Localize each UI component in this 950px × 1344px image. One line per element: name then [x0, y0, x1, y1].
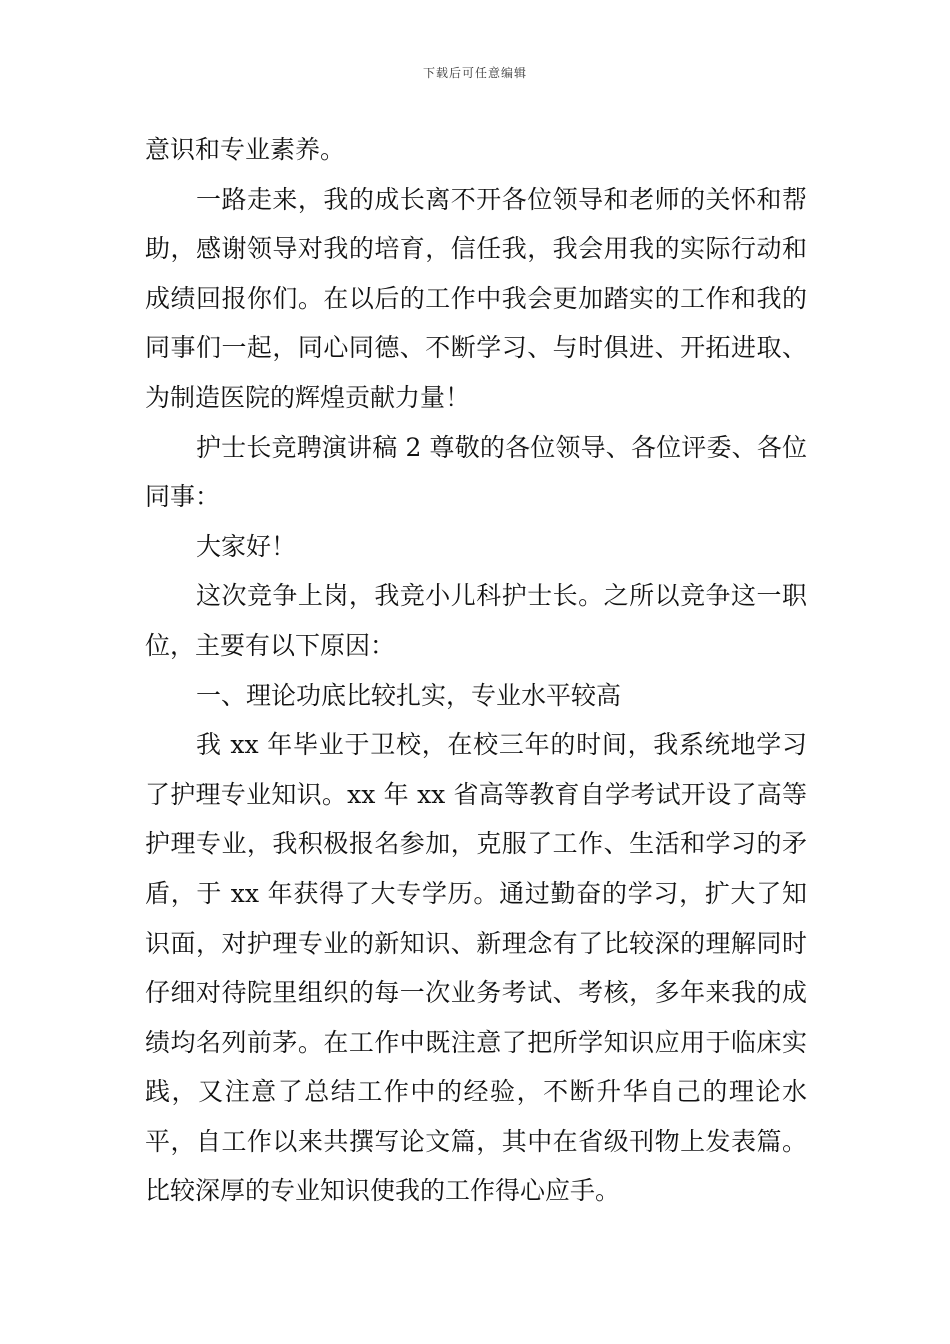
paragraph-5: 这次竞争上岗，我竞小儿科护士长。之所以竞争这一职位，主要有以下原因： [145, 581, 807, 660]
paragraph-4: 大家好！ [196, 531, 297, 561]
paragraph-2: 一路走来，我的成长离不开各位领导和老师的关怀和帮助，感谢领导对我的培育，信任我，我会用我的实际行动和成绩回报你们。在以后的工作中我会更加踏实的工作和我的同事们一起，同心同德、不断学习、与时俱进、开拓进取、为制造医院的辉煌贡献力量！ [145, 184, 807, 412]
page-header: 下载后可任意编辑 [422, 66, 527, 80]
document-body [145, 125, 807, 1216]
paragraph-6-heading: 一、理论功底比较扎实，专业水平较高 [196, 680, 622, 710]
paragraph-7: 我 xx 年毕业于卫校，在校三年的时间，我系统地学习了护理专业知识。xx 年 xx 省高等教育自学考试开设了高等护理专业，我积极报名参加，克服了工作、生活和学习的矛盾，于 xx 年获得了大专学历。通过勤奋的学习，扩大了知识面，对护理专业的新知识、新理念有了比较深的理解同时仔细对待院里组织的每一次业务考试、考核，多年来我的成绩均名列前茅。在工作中既注意了把所学知识应用于临床实践，又注意了总结工作中的经验，不断升华自己的理论水平，自工作以来共撰写论文篇，其中在省级刊物上发表篇。比较深厚的专业知识使我的工作得心应手。 [145, 730, 807, 1206]
paragraph-1: 意识和专业素养。 [145, 135, 346, 164]
paragraph-3: 护士长竞聘演讲稿 2 尊敬的各位领导、各位评委、各位同事： [145, 432, 807, 512]
